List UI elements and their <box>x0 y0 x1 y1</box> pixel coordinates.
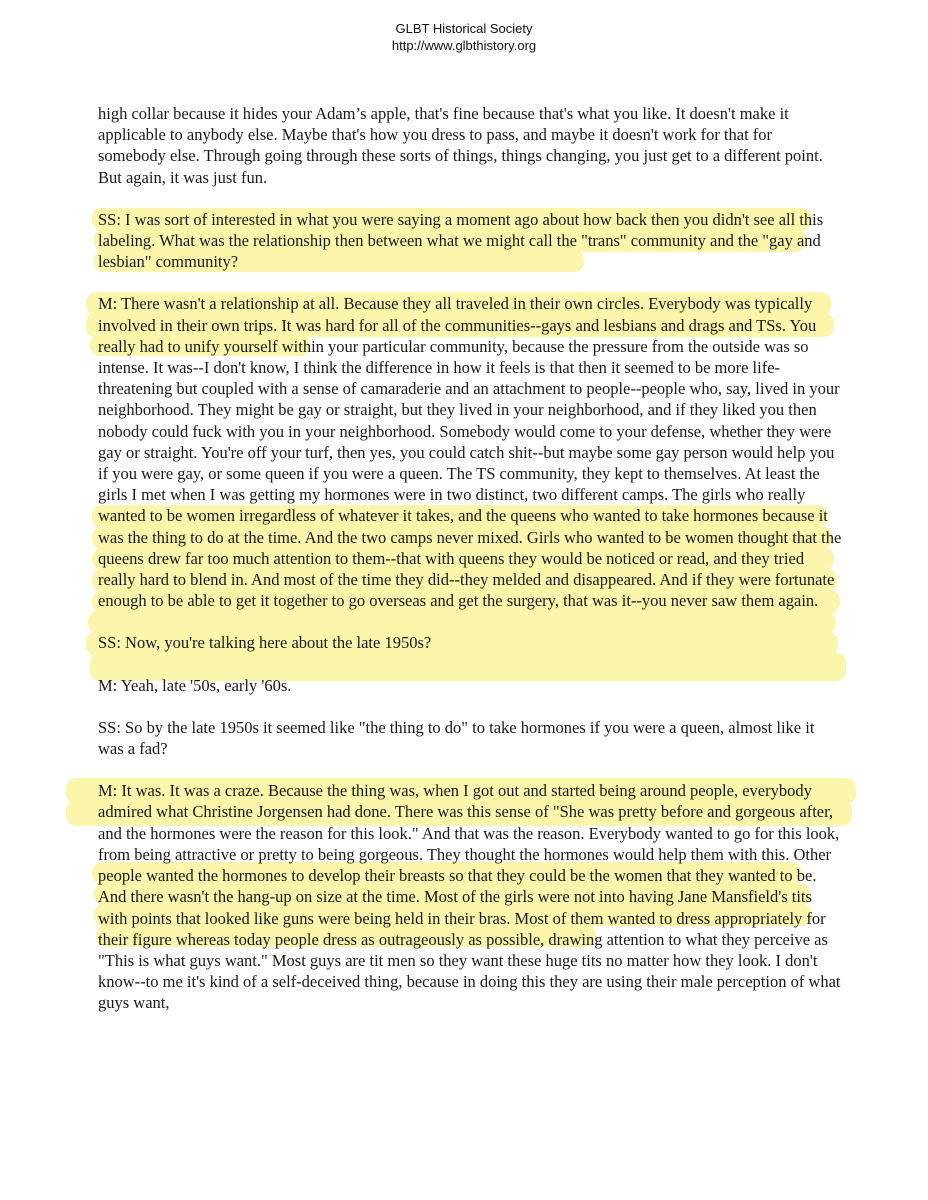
transcript-paragraph: M: It was. It was a craze. Because the thing was, when I got out and started being around people, everybody admired what Christine Jorgensen had done. There was this sense of "She was pretty before and gorgeous after, and the hormones were the reason for this look." And that was the reason. Everybody wanted to go for this look, from being attractive or pretty to being gorgeous. They thought the hormones would help them with this. Other people wanted the hormones to develop their breasts so that they could be the women that they wanted to be. And there wasn't the hang-up on size at the time. Most of the girls were not into having Jane Mansfield's tits with points that looked like guns were being held in their bras. Most of them wanted to dress appropriately for their figure whereas today people dress as outrageously as possible, drawing attention to what they perceive as "This is what guys want." Most guys are tit men so they want these huge tits no matter how they look. I don't know--to me it's kind of a self-deceived thing, because in doing this they are using their male perception of what guys want, <box>98 781 841 1013</box>
header-url[interactable]: http://www.glbthistory.org <box>391 38 537 53</box>
transcript-body <box>98 103 843 1035</box>
transcript-paragraph: SS: Now, you're talking here about the late 1950s? <box>98 633 432 653</box>
transcript-paragraph: SS: I was sort of interested in what you were saying a moment ago about how back then you didn't see all this labeling. What was the relationship then between what we might call the "trans" community and the "gay and lesbian" community? <box>98 209 824 272</box>
document-header <box>0 20 928 54</box>
transcript-paragraph: M: There wasn't a relationship at all. Because they all traveled in their own circles. Everybody was typically involved in their own trips. It was hard for all of the communities--gays and lesbians and drags and TSs. You really had to unify yourself within your particular community, because the pressure from the outside was so intense. It was--I don't know, I think the difference in how it feels is that then it seemed to be more life-threatening but coupled with a sense of camaraderie and an attachment to people--people who, say, lived in your neighborhood. They might be gay or straight, but they lived in your neighborhood, and if they liked you then nobody could fuck with you in your neighborhood. Somebody would come to your defense, whether they were gay or straight. You're off your turf, then yes, you could catch shit--but maybe some gay person would help you if you were gay, or some queen if you were a queen. The TS community, they kept to themselves. At least the girls I met when I was getting my hormones were in two distinct, two different camps. The girls who really wanted to be women irregardless of whatever it takes, and the queens who wanted to take hormones because it was the thing to do at the time. And the two camps never mixed. Girls who wanted to be women thought that the queens drew far too much attention to them--that with queens they would be noticed or read, and they tried really hard to blend in. And most of the time they did--they melded and disappeared. And if they were fortunate enough to be able to get it together to go overseas and get the surgery, that was it--you never saw them again. <box>98 294 842 611</box>
transcript-paragraph: M: Yeah, late '50s, early '60s. <box>98 675 292 695</box>
header-organization: GLBT Historical Society <box>395 21 533 36</box>
transcript-paragraph: high collar because it hides your Adam’s apple, that's fine because that's what you like. It doesn't make it applicable to anybody else. Maybe that's how you dress to pass, and maybe it doesn't work for that for somebody else. Through going through these sorts of things, things changing, you just get to a different point. But again, it was just fun. <box>98 104 823 187</box>
transcript-paragraph: SS: So by the late 1950s it seemed like "the thing to do" to take hormones if you were a queen, almost like it was a fad? <box>98 717 815 759</box>
